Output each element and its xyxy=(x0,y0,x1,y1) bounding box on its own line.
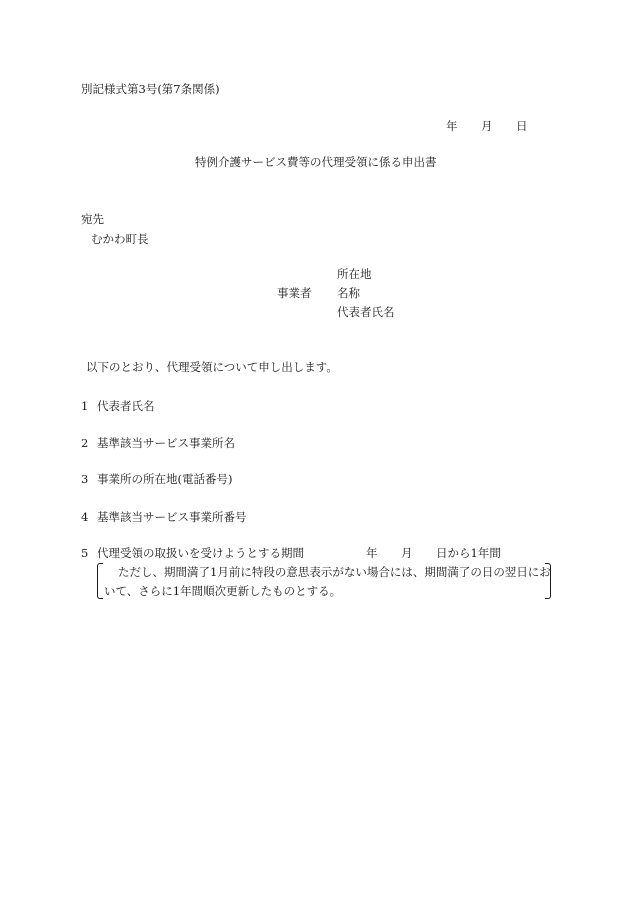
item-number: 1 xyxy=(81,399,89,413)
item-number: 4 xyxy=(81,510,89,524)
item-label: 基準該当サービス事業所名 xyxy=(97,436,235,450)
period-from-label: 日から1年間 xyxy=(436,546,501,560)
item-number: 2 xyxy=(81,436,89,450)
list-item xyxy=(81,546,304,560)
item-number: 3 xyxy=(81,472,89,486)
date-year-label: 年 xyxy=(446,119,458,133)
list-item xyxy=(81,399,155,413)
item-label: 基準該当サービス事業所番号 xyxy=(97,510,247,524)
date-day-label: 日 xyxy=(516,119,528,133)
list-item xyxy=(81,510,247,524)
item-label: 代理受領の取扱いを受けようとする期間 xyxy=(97,546,304,560)
note-line-2: いて、さらに1年間順次更新したものとする。 xyxy=(104,584,342,598)
addressee-label: 宛先 xyxy=(81,212,104,226)
business-address-label: 所在地 xyxy=(337,267,372,281)
document-title: 特例介護サービス費等の代理受領に係る申出書 xyxy=(195,155,437,169)
business-label: 事業者 xyxy=(277,286,312,300)
item-label: 代表者氏名 xyxy=(97,399,155,413)
form-number: 別記様式第3号(第7条関係) xyxy=(81,82,220,96)
note-line-1: ただし、期間満了1月前に特段の意思表示がない場合には、期間満了の日の翌日にお xyxy=(118,565,551,579)
business-name-label: 名称 xyxy=(337,286,360,300)
period-month-label: 月 xyxy=(401,546,413,560)
intro-text: 以下のとおり、代理受領について申し出します。 xyxy=(86,360,338,374)
date-month-label: 月 xyxy=(481,119,493,133)
note-bracket-left xyxy=(97,563,103,599)
business-representative-label: 代表者氏名 xyxy=(337,305,395,319)
list-item xyxy=(81,472,233,486)
period-year-label: 年 xyxy=(366,546,378,560)
item-number: 5 xyxy=(81,546,89,560)
item-label: 事業所の所在地(電話番号) xyxy=(97,472,233,486)
addressee-name: むかわ町長 xyxy=(91,232,149,246)
list-item xyxy=(81,436,235,450)
